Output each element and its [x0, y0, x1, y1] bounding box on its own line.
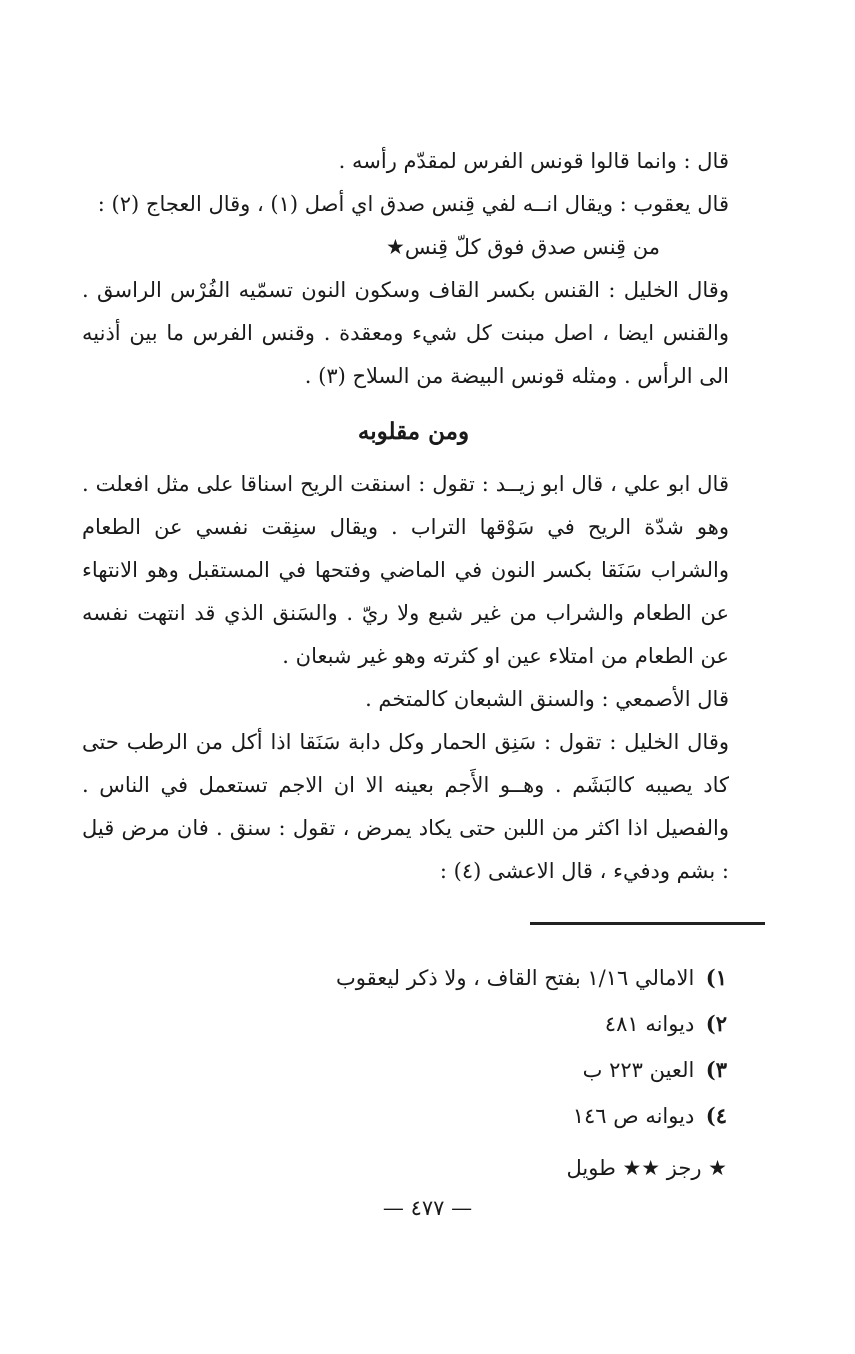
footnote-number: ٢) — [705, 1011, 727, 1036]
footnote-divider — [530, 922, 765, 925]
footnote-text: العين ٢٢٣ ب — [582, 1058, 695, 1082]
section-heading: ومن مقلوبه — [357, 418, 470, 445]
text-line-1: قال : وانما قالوا قونس الفرس لمقدّم رأسه . — [338, 149, 729, 173]
footnote-item — [207, 1001, 727, 1047]
verse-line: من قِنس صدق فوق كلّ قِنس★ — [386, 235, 660, 259]
paragraph-khalil-2: وقال الخليل : تقول : سَنِق الحمار وكل دابة سَنَقا اذا أكل من الرطب حتى كاد يصيبه كالبَشَم . وهــو الأَجم بعينه الا ان الاجم تستعمل في الناس . والفصيل اذا اكثر من اللبن حتى يكاد يمرض ، تقول : سنق . فان مرض قيل : بشم ودفيء ، قال الاعشى (٤) : — [82, 730, 729, 883]
meter-legend: ★ رجز ★★ طويل — [566, 1156, 727, 1180]
footnote-item — [207, 1047, 727, 1093]
paragraph-abu-ali: قال ابو علي ، قال ابو زيــد : تقول : اسنقت الريح اسناقا على مثل افعلت . وهو شدّة الريح في سَوْقها التراب . ويقال سنِقت نفسي عن الطعام والشراب سَنَقا بكسر النون في الماضي وفتحها في المستقبل وهو الانتهاء عن الطعام والشراب من غير شبع ولا ريّ . والسَنق الذي قد انتهت نفسه عن الطعام من امتلاء عين او كثرته وهو غير شبعان . — [82, 472, 729, 668]
footnote-number: ٤) — [705, 1103, 727, 1128]
footnote-text: الامالي ١/١٦ بفتح القاف ، ولا ذكر ليعقوب — [335, 966, 695, 990]
footnote-item — [207, 955, 727, 1001]
footnote-item — [207, 1093, 727, 1139]
footnote-number: ٣) — [705, 1057, 727, 1082]
paragraph-khalil: وقال الخليل : القنس بكسر القاف وسكون النون تسمّيه الفُرْس الراسق . والقنس ايضا ، اصل مبنت كل شيء ومعقدة . وقنس الفرس ما بين أذنيه الى الرأس . ومثله قونس البيضة من السلاح (٣) . — [82, 278, 729, 388]
main-text — [82, 140, 765, 893]
footnote-text: ديوانه ص ١٤٦ — [572, 1104, 695, 1128]
paragraph-asmai: قال الأصمعي : والسنق الشبعان كالمتخم . — [365, 687, 729, 711]
footnotes — [207, 955, 727, 1191]
footnote-text: ديوانه ٤٨١ — [604, 1012, 695, 1036]
footnote-number: ١) — [705, 965, 727, 990]
page-number: — ٤٧٧ — — [382, 1196, 473, 1220]
paragraph-yaqub: قال يعقوب : ويقال انــه لفي قِنس صدق اي أصل (١) ، وقال العجاج (٢) : — [97, 192, 729, 216]
